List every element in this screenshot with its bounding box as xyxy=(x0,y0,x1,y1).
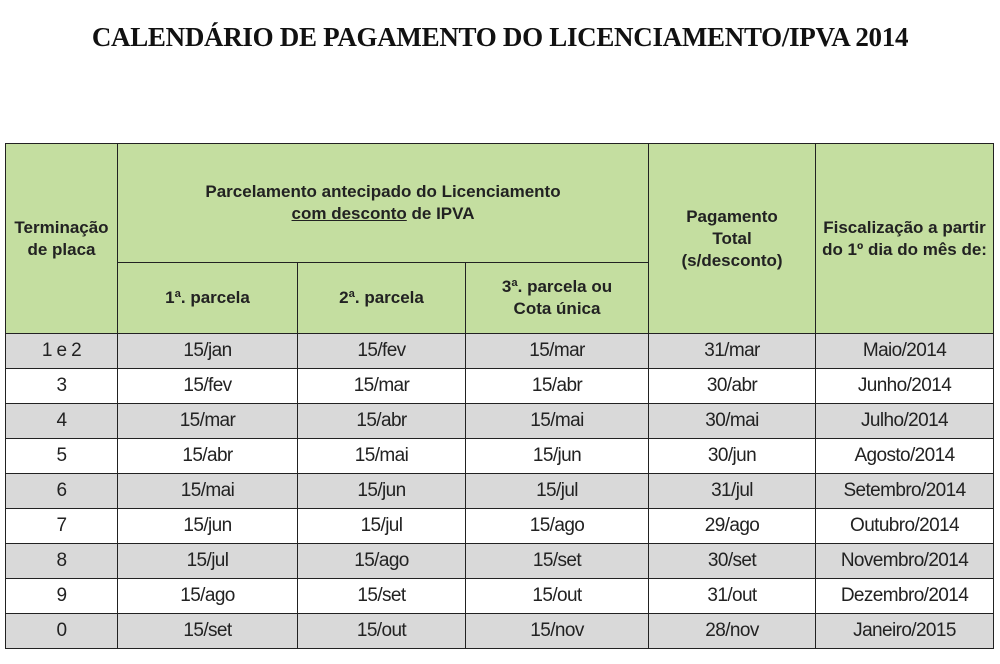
fiscalizacao-cell: Junho/2014 xyxy=(816,369,994,404)
terminacao-cell: 3 xyxy=(6,369,118,404)
terminacao-cell: 6 xyxy=(6,474,118,509)
table-row xyxy=(6,509,994,544)
fiscalizacao-cell: Julho/2014 xyxy=(816,404,994,439)
table-body xyxy=(6,334,994,649)
parcela3-cell: 15/mai xyxy=(466,404,649,439)
fiscalizacao-cell: Maio/2014 xyxy=(816,334,994,369)
table-row xyxy=(6,404,994,439)
parcela2-cell: 15/jun xyxy=(298,474,466,509)
pagamento-cell: 30/abr xyxy=(649,369,816,404)
header-parcela-3: 3ª. parcela ou Cota única xyxy=(466,263,649,334)
parcela1-cell: 15/jan xyxy=(118,334,298,369)
parcela2-cell: 15/abr xyxy=(298,404,466,439)
terminacao-cell: 8 xyxy=(6,544,118,579)
table-row xyxy=(6,579,994,614)
parcela3-cell: 15/jul xyxy=(466,474,649,509)
parcela3-cell: 15/out xyxy=(466,579,649,614)
fiscalizacao-cell: Outubro/2014 xyxy=(816,509,994,544)
parcela3-cell: 15/ago xyxy=(466,509,649,544)
fiscalizacao-cell: Dezembro/2014 xyxy=(816,579,994,614)
header-pagamento: Pagamento Total (s/desconto) xyxy=(649,144,816,334)
terminacao-cell: 1 e 2 xyxy=(6,334,118,369)
parcela2-cell: 15/jul xyxy=(298,509,466,544)
parcela1-cell: 15/mai xyxy=(118,474,298,509)
terminacao-cell: 4 xyxy=(6,404,118,439)
terminacao-cell: 0 xyxy=(6,614,118,649)
header-parcela-2: 2ª. parcela xyxy=(298,263,466,334)
parcela3-cell: 15/abr xyxy=(466,369,649,404)
pagamento-cell: 31/jul xyxy=(649,474,816,509)
fiscalizacao-cell: Setembro/2014 xyxy=(816,474,994,509)
parcela1-cell: 15/fev xyxy=(118,369,298,404)
parcela2-cell: 15/mai xyxy=(298,439,466,474)
payment-calendar-table xyxy=(5,143,994,649)
table-row xyxy=(6,614,994,649)
header-parcelamento-line2 xyxy=(118,203,648,225)
parcela2-cell: 15/fev xyxy=(298,334,466,369)
parcela2-cell: 15/mar xyxy=(298,369,466,404)
fiscalizacao-cell: Agosto/2014 xyxy=(816,439,994,474)
parcela1-cell: 15/jul xyxy=(118,544,298,579)
parcela1-cell: 15/set xyxy=(118,614,298,649)
fiscalizacao-cell: Novembro/2014 xyxy=(816,544,994,579)
parcela1-cell: 15/ago xyxy=(118,579,298,614)
parcela3-cell: 15/jun xyxy=(466,439,649,474)
terminacao-cell: 5 xyxy=(6,439,118,474)
parcela3-cell: 15/nov xyxy=(466,614,649,649)
page-title: CALENDÁRIO DE PAGAMENTO DO LICENCIAMENTO/IPVA 2014 xyxy=(91,22,909,52)
header-parcelamento-underlined: com desconto xyxy=(291,204,407,223)
header-parcelamento-rest: de IPVA xyxy=(406,204,475,223)
pagamento-cell: 31/mar xyxy=(649,334,816,369)
pagamento-cell: 29/ago xyxy=(649,509,816,544)
parcela1-cell: 15/abr xyxy=(118,439,298,474)
header-parcelamento-line1: Parcelamento antecipado do Licenciamento xyxy=(205,182,561,201)
pagamento-cell: 31/out xyxy=(649,579,816,614)
parcela1-cell: 15/jun xyxy=(118,509,298,544)
parcela2-cell: 15/set xyxy=(298,579,466,614)
parcela3-cell: 15/mar xyxy=(466,334,649,369)
parcela2-cell: 15/out xyxy=(298,614,466,649)
table-row xyxy=(6,544,994,579)
pagamento-cell: 30/mai xyxy=(649,404,816,439)
header-parcela-1: 1ª. parcela xyxy=(118,263,298,334)
header-parcelamento xyxy=(118,144,649,263)
pagamento-cell: 28/nov xyxy=(649,614,816,649)
terminacao-cell: 7 xyxy=(6,509,118,544)
parcela1-cell: 15/mar xyxy=(118,404,298,439)
pagamento-cell: 30/set xyxy=(649,544,816,579)
parcela2-cell: 15/ago xyxy=(298,544,466,579)
header-fiscalizacao: Fiscalização a partir do 1º dia do mês de: xyxy=(816,144,994,334)
header-terminacao: Terminação de placa xyxy=(6,144,118,334)
terminacao-cell: 9 xyxy=(6,579,118,614)
table-row xyxy=(6,334,994,369)
parcela3-cell: 15/set xyxy=(466,544,649,579)
table-row xyxy=(6,439,994,474)
table-row xyxy=(6,474,994,509)
table-row xyxy=(6,369,994,404)
pagamento-cell: 30/jun xyxy=(649,439,816,474)
fiscalizacao-cell: Janeiro/2015 xyxy=(816,614,994,649)
